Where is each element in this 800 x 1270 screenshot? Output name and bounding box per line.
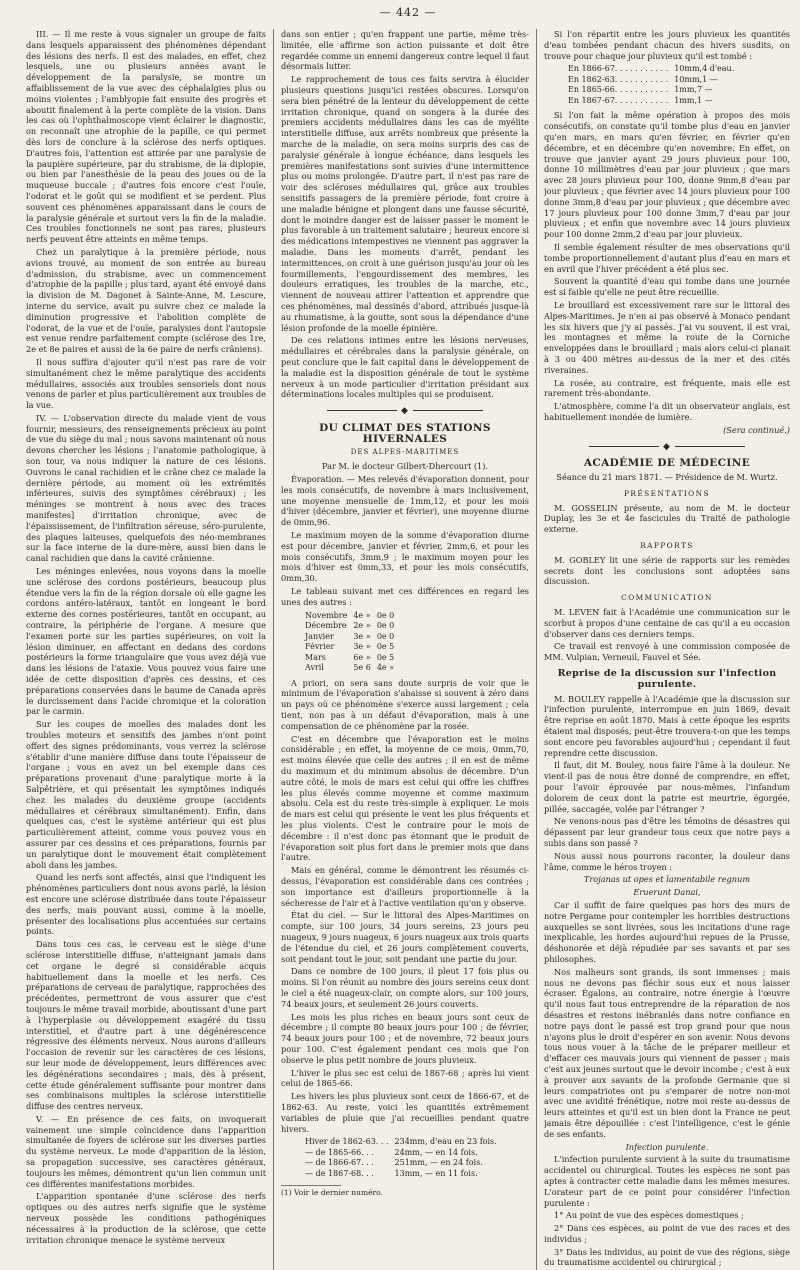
continued-note: (Sera continué.) (723, 424, 790, 435)
rain-per-day-table (568, 64, 740, 106)
paragraph: Ce travail est renvoyé à une commission composée de MM. Vulpian, Verneuil, Fauvel et Sée. (544, 641, 790, 663)
article-heading: DU CLIMAT DES STATIONS HIVERNALES (319, 421, 491, 445)
section-label-rapports: RAPPORTS (640, 541, 694, 551)
table-cell: Avril (305, 663, 324, 673)
table-cell: 234mm, d'eau en 23 fois. (394, 1137, 497, 1147)
paragraph: Les mois les plus riches en beaux jours sont ceux de décembre ; il compte 80 beaux jours pour 100 ; de février, 74 beaux jours pour 100 ; et de novembre, 72 beaux jours pour 100. C'est également pendant ces mois que l'on observe le plus petit nombre de jours pluvieux. (281, 1011, 529, 1065)
paragraph: Dans tous ces cas, le cerveau est le siège d'une sclérose interstitielle diffuse, n'atteignant jamais dans cet organe le degré si considérable acquis habituellement dans la moelle et les nerfs. Ces préparations de cerveau de paralytique, rapprochées des précédentes, permettront de vous assurer que c'est toujours le même travail morbide, aboutissant d'une part à l'hyperplasie ou développement exagéré du tissu interstitiel, et d'autre part à une dégénérescence régressive des éléments nerveux. Nous aurons d'ailleurs l'occasion de revenir sur les caractères de ces lésions, sur leur mode de développement, leurs différences avec les dégénérations secondaires ; mais, dès à présent, cette étude généralement suffisante pour montrer dans ses combinaisons multiples la sclérose interstitielle diffuse des centres nerveux. (26, 939, 266, 1112)
infection-heading: Infection purulente. (625, 1141, 709, 1152)
paragraph: A priori, on sera sans doute surpris de voir que le minimum de l'évaporation s'abaisse si souvent à zéro dans un pays où ce phénomène s'exerce aussi largement ; cela tient, non pas à un défaut d'évaporation, mais à une compensation de ce phénomène par la rosée. (281, 677, 529, 731)
rain-table (305, 1137, 503, 1179)
table-cell: 0e 0 (376, 621, 395, 631)
table-cell: — de 1866-67. . . (305, 1158, 374, 1168)
paragraph: M. GOBLEY lit une série de rapports sur les remèdes secrets dont les conclusions sont adoptées sans discussion. (544, 554, 790, 587)
paragraph: La rosée, au contraire, est fréquente, mais elle est rarement très-abondante. (544, 377, 790, 399)
table-cell: Hiver de 1862-63. . . (305, 1137, 389, 1147)
table-cell: 1mm,1 — (674, 95, 713, 105)
academy-heading: ACADÉMIE DE MÉDECINE (583, 457, 751, 470)
table-row (305, 1169, 503, 1180)
paragraph: De ces relations intimes entre les lésions nerveuses, médullaires et cérébrales dans la paralysie générale, on peut conclure que le fait capital dans le développement de la maladie est la disposition générale de tout le système nerveux à un mode particulier d'irritation présidant aux déterminations locales multiples qui se produisent. (281, 335, 529, 400)
session-line: Séance du 21 mars 1871. — Présidence de M. Wurtz. (556, 472, 778, 483)
table-cell: 1mm,7 — (674, 85, 713, 95)
paragraph: Sur les coupes de moelles des malades dont les troubles moteurs et sensitifs des jambes n'ont point offert des signes prédominants, vous verrez la sclérose s'établir d'une manière diffuse dans toute l'épaisseur de l'organe ; vous en avez un bel exemple dans ces préparations provenant d'une paralytique morte à la Salpêtrière, et qui présentait les symptômes indiqués chez les malades du deuxième groupe (accidents médullaires et cérébraux simultanément). Enfin, dans quelques cas, c'est le système antérieur qui est plus particulièrement atteint, comme vous pouvez vous en assurer par ces dessins et ces préparations, fournis par un paralytique dont le mouvement était complètement aboli dans les jambes. (26, 719, 266, 870)
table-cell: Février (305, 642, 335, 652)
paragraph: L'apparition spontanée d'une sclérose des nerfs optiques ou des autres nerfs signifie que le système nerveux possède les conditions pathogéniques nécessaires à la production de la sclérose, que cette irritation chronique menace le système nerveux (26, 1191, 266, 1245)
table-cell: Novembre (305, 610, 348, 620)
paragraph: III. — Il me reste à vous signaler un groupe de faits dans lesquels apparaissent des phénomènes dépendant des lésions des nerfs. Il est des malades, en effet, chez lesquels, une ou plusieurs années avant le développement de la paralysie, se montre un affaiblissement de la vue avec des céphalalgies plus ou moins violentes ; l'amblyopie fait ensuite des progrès et aboutit finalement à la perte complète de la vision. Dans les cas où l'ophthalmoscope vient éclairer le diagnostic, on reconnaît une atrophie de la papille, ce qui permet dès lors de conclure à la sclérose des nerfs optiques. D'autres fois, l'attention est attirée par une paralysie de la paupière supérieure, par du strabisme, de la diplopie, ou bien par l'anesthésie de la peau des joues ou de la muqueuse buccale ; d'autres fois encore c'est l'ouïe, l'odorat et le goût qui se modifient et se perdent. Plus souvent ces phénomènes apparaissant dans le cours de la paralysie générale et surtout vers la fin de la maladie. Ces troubles fonctionnels ne sont pas rares, plusieurs nerfs peuvent être atteints en même temps. (26, 29, 266, 245)
table-cell: Mars (305, 652, 326, 662)
paragraph: Il semble également résulter de mes observations qu'il tombe proportionnellement d'autant plus d'eau en mars et en avril que l'hiver précédent a été plus sec. (544, 241, 790, 274)
table-row (305, 653, 400, 664)
column-2 (281, 29, 529, 1270)
ornament-divider: ◆ (281, 406, 529, 417)
paragraph: C'est en décembre que l'évaporation est le moins considérable ; en effet, la moyenne de ce mois, 0mm,70, est moins élevée que celle des autres ; il en est de même du maximum et du minimum absolus de décembre. D'un autre côté, le mois de mars est celui qui offre les chiffres les plus élevés comme moyenne et comme maximum absolu. Cela est du reste très-simple à expliquer. Le mois de mars est celui qui présente le vent les plus fréquents et les plus violents. C'est le contraire pour le mois de décembre : il n'est donc pas étonnant que le produit de l'évaporation soit plus fort dans le premier mois que dans l'autre. (281, 733, 529, 863)
paragraph: IV. — L'observation directe du malade vient de vous fournir, messieurs, des renseignements précieux au point de vue du siège du mal ; nous savons maintenant où nous devons chercher les lésions ; l'anatomie pathologique, à son tour, va nous indiquer la nature de ces lésions. Ouvrons le canal rachidien et le crâne chez ce malade la dernière période, au moment où les extrémités inférieures, suivis des symptômes cérébraux) ; les méninges se montrent à nous avec des traces manifestes] d'irritation chronique, avec de l'épaississement, de l'infiltration séreuse, séro-purulente, des plaques laiteuses, quelquefois des néo-membranes sur la face interne de la dure-mère, aussi bien dans le canal rachidien que dans la cavité crânienne. (26, 412, 266, 564)
table-cell: 0e 5 (376, 642, 395, 652)
paragraph: Le tableau suivant met ces différences en regard les unes des autres : (281, 586, 529, 607)
section-label-presentations: PRÉSENTATIONS (624, 488, 710, 498)
page-number: — 442 — (379, 6, 437, 19)
column-rule (536, 29, 537, 1270)
poem-line: Eruerunt Danai, (633, 887, 701, 898)
paragraph: Il faut, dit M. Bouley, nous faire l'âme à la douleur. Ne vient-il pas de nous être donné de comprendre, en effet, pour l'avoir éprouvée par nous-mêmes, l'infandum dolorem de ceux dont la patrie est meurtrie, égorgée, pillée, saccagée, volée par l'étranger ? (544, 760, 790, 814)
paragraph: Si l'on fait la même opération à propos des mois consécutifs, on constate qu'il tombe plus d'eau en janvier qu'en mars, en mars qu'en février, en février qu'en décembre, et en décembre qu'en novembre. En effet, on trouve que janvier ayant 29 jours pluvieux pour 100, donne 10 millimètres d'eau par jour pluvieux ; que mars avec 28 jours pluvieux pour 100, donne 9mm,8 d'eau par jour pluvieux ; que février avec 14 jours pluvieux pour 100 donne 3mm,8 d'eau par jour pluvieux ; que décembre avec 17 jours pluvieux pour 100 donne 3mm,7 d'eau par jour pluvieux ; et enfin que novembre avec 14 jours pluvieux pour 100 donne 2mm,2 d'eau par jour pluvieux. (544, 110, 790, 240)
table-cell: 3e » (353, 642, 371, 652)
footnote: (1) Voir le dernier numéro. (281, 1188, 383, 1198)
discussion-heading: Reprise de la discussion sur l'infection purulente. (557, 668, 777, 690)
table-row (305, 621, 400, 632)
poem-line: Trojanas ut opes et lamentabile regnum (583, 874, 751, 885)
table-row (305, 663, 400, 674)
paragraph: État du ciel. — Sur le littoral des Alpes-Maritimes on compte, sur 100 jours, 34 jours sereins, 23 jours peu nuageux, 9 jours nuageux, 6 jours nuageux aux trois quarts de l'étendue du ciel, et 26 jours complètement couverts, soit pendant tout le jour, soit pendant une partie du jour. (281, 910, 529, 964)
paragraph: Dans ce nombre de 100 jours, il pleut 17 fois plus ou moins. Si l'on réunit au nombre des jours sereins ceux dont le ciel a été nuageux-clair, on compte alors, sur 100 jours, 74 beaux jours, et seulement 26 jours couverts. (281, 966, 529, 1009)
table-cell: — de 1867-68. . . (305, 1168, 374, 1178)
paragraph: Si l'on répartit entre les jours pluvieux les quantités d'eau tombées pendant chacun des hivers susdits, on trouve pour chaque jour pluvieux qu'il est tombé : (544, 29, 790, 61)
table-cell: 0e 0 (376, 631, 395, 641)
table-cell: 13mm, — en 11 fois. (394, 1168, 478, 1178)
table-cell: — de 1865-66. . . (305, 1147, 374, 1157)
paragraph: M. GOSSELIN présente, au nom de M. le docteur Duplay, les 3e et 4e fascicules du Traité de pathologie externe. (544, 502, 790, 535)
paragraph: M. LEVEN fait à l'Académie une communication sur le scorbut à propos d'une centaine de cas qu'il a eu occasion d'observer dans ces derniers temps. (544, 607, 790, 639)
paragraph: Car il suffit de faire quelques pas hors des murs de notre Pergame pour contempler les horribles destructions auxquelles se sont livrées, sous les incitations d'une rage inexplicable, les hordes aujourd'hui repues de la Prusse, déshonorée et déjà répudiée par ses savants et par ses philosophes. (544, 899, 790, 964)
table-row (305, 1148, 503, 1159)
table-cell: 251mm, — en 24 fois. (394, 1158, 483, 1168)
table-cell: 2e » (353, 621, 371, 631)
table-row (305, 632, 400, 643)
table-cell: 0e 5 (376, 652, 395, 662)
paragraph: 3° Dans les individus, au point de vue des régions, siège du traumatisme accidentel ou chirurgical ; (544, 1246, 790, 1268)
paragraph: Il nous suffira d'ajouter qu'il n'est pas rare de voir simultanément chez le même paralytique des accidents médullaires, associés aux troubles sensoriels dont nous venons de parler et plus particulièrement aux troubles de la vue. (26, 356, 266, 411)
ornament-divider: ◆ (544, 442, 790, 453)
paragraph: Les méninges enlevées, nous voyons dans la moelle une sclérose des cordons postérieurs, beaucoup plus étendue vers la fin de la région dorsale où elle gagne les cordons antéro-latéraux, tantôt en longeant le bord externe des cornes postérieures, tantôt en occupant, au contraire, la périphérie de l'organe. A mesure que l'examen porte sur les parties supérieures, on voit la lésion diminuer, en affectant en dedans des cordons postérieurs la forme triangulaire que vous avez déjà vue dans les lésions de l'ataxie. Vous pouvez vous faire une idée de cette disposition d'après ces dessins, et ces préparations conservées dans le baume de Canada après le durcissement dans l'acide chromique et la coloration par le carmin. (26, 566, 266, 717)
paragraph: dans son entier ; qu'en frappant une partie, même très-limitée, elle affirme son action puissante et doit être regardée comme un ennemi dangereux contre lequel il faut désormais lutter. (281, 29, 529, 72)
paragraph: 1° Au point de vue des espèces domestiques ; (554, 1210, 744, 1221)
column-rule (273, 29, 274, 1270)
paragraph: Le maximum moyen de la somme d'évaporation diurne est pour décembre, janvier et février, 2mm,6, et pour les mois consécutifs, 3mm,9 ; le maximum moyen pour les mois d'hiver est 0mm,33, et pour les mois consécutifs, 0mm,30. (281, 530, 529, 584)
paragraph: Souvent la quantité d'eau qui tombe dans une journée est si faible qu'elle ne peut être recueillie. (544, 276, 790, 298)
paragraph: L'hiver le plus sec est celui de 1867-68 ; après lui vient celui de 1865-66. (281, 1067, 529, 1089)
paragraph: M. BOULEY rappelle à l'Académie que la discussion sur l'infection purulente, interrompue en juin 1869, devait être reprise en août 1870. Mais à cette époque les esprits étaient mal disposés, peut-être trouvera-t-on que les temps sont encore peu favorables aujourd'hui ; cependant il faut reprendre cette discussion. (544, 693, 790, 758)
table-cell: 0e 0 (376, 610, 395, 620)
table-cell: 5e 6 (353, 663, 371, 673)
table-cell: En 1866-67. . . . . . . . . . . (568, 64, 669, 74)
paragraph: Quand les nerfs sont affectés, ainsi que l'indiquent les phénomènes particuliers dont nous avons parlé, la lésion est encore une sclérose distribuée dans toute l'épaisseur des nerfs, mais pouvant aussi, comme à la moelle, présenter des localisations plus accentuées sur certains points. (26, 872, 266, 937)
evaporation-table (305, 611, 400, 674)
table-cell: 6e » (353, 652, 371, 662)
paragraph: Mais en général, comme le démontrent les résumés ci-dessus, l'évaporation est considérable dans ces contrées ; son importance est d'ailleurs proportionnelle à la sécheresse de l'air et à l'active ventilation qu'on y observe. (281, 865, 529, 908)
table-row (305, 611, 400, 622)
article-subheading: DES ALPES-MARITIMES (350, 448, 460, 457)
table-cell: 4e » (353, 610, 371, 620)
paragraph: Ne venons-nous pas d'être les témoins de désastres qui dépassent par leur grandeur tous ceux que notre pays a subis dans son passé ? (544, 816, 790, 848)
paragraph: Les hivers les plus pluvieux sont ceux de 1866-67, et de 1862-63. Au reste, voici les quantités extrêmement variables de pluie que j'ai recueillies pendant quatre hivers. (281, 1091, 529, 1134)
paragraph: Nous aussi nous pourrons raconter, la douleur dans l'âme, comme le héros troyen : (544, 850, 790, 872)
table-row (305, 1137, 503, 1148)
paragraph: Nos malheurs sont grands, ils sont immenses ; mais nous ne devons pas fléchir sous eux et nous laisser écraser. Égalons, au contraire, notre énergie à l'œuvre qu'il nous faut tous entreprendre de la réparation de nos désastres et restons inébranlés dans notre confiance en notre pays dont le passé est trop grand pour que nous n'ayons plus le droit d'espérer en son avenir. Nous devons tous nous vouer à la tâche de le préparer meilleur et d'effacer ces mauvais jours qui viennent de passer ; mais c'est aux jeunes surtout que le devoir incombe ; c'est à eux à prouver aux savants de la profonde Germanie que si leurs compatriotes ont pu s'emparer de notre non-moi avec une avidité frénétique, notre moi reste au-dessus de leurs atteintes et qu'il est un bien dont la France ne peut jamais être dépouillée : c'est l'intelligence, c'est le génie de ses enfants. (544, 966, 790, 1139)
table-cell: 4e » (376, 663, 395, 673)
table-cell: 10mm,1 — (674, 74, 718, 84)
paragraph: V. — En présence de ces faits, on invoquerait vainement une simple coïncidence dans l'apparition simultanée de foyers de sclérose sur les diverses parties du système nerveux. Le mode d'apparition de la lésion, sa propagation successive, ses caractères généraux, toujours les mêmes, démontrent qu'un lien commun unit ces différentes manifestations morbides. (26, 1113, 266, 1189)
table-row (305, 642, 400, 653)
paragraph: Le brouillard est excessivement rare sur le littoral des Alpes-Maritimes. Je n'en ai pas observé à Monaco pendant les six hivers que j'y ai passés. J'ai vu souvent, il est vrai, les montagnes et même la route de la Corniche enveloppées dans le brouillard ; mais alors celui-ci planait à 3 ou 400 mètres au-dessus de la mer et des cités riveraines. (544, 299, 790, 375)
table-cell: En 1865-66. . . . . . . . . . . (568, 85, 669, 95)
paragraph: L'atmosphère, comme l'a dit un observateur anglais, est habituellement inondée de lumière. (544, 401, 790, 422)
paragraph: 2° Dans ces espèces, au point de vue des races et des individus ; (544, 1223, 790, 1244)
table-cell: En 1862-63. . . . . . . . . . . (568, 74, 669, 84)
table-row (568, 64, 740, 75)
paragraph: Évaporation. — Mes relevés d'évaporation donnent, pour les mois consécutifs, de novembre à mars inclusivement, une moyenne mensuelle de 1mm,12, et pour les mois d'hiver (décembre, janvier et février), une moyenne diurne de 0mm,96. (281, 474, 529, 528)
section-label-communication: COMMUNICATION (621, 593, 713, 603)
column-3 (544, 29, 790, 1270)
table-cell: Décembre (305, 621, 347, 631)
article-byline: Par M. le docteur Gilbert-Dhercourt (1). (321, 461, 489, 472)
paragraph: Chez un paralytique à la première période, nous avions trouvé, au moment de son entrée au bureau d'admission, du strabisme, avec un commencement d'atrophie de la papille ; plus tard, ayant été envoyé dans la division de M. Dagonet à Sainte-Anne, M. Lescure, interne du service, avait pu suivre chez ce malade la diminution progressive et l'abolition complète de l'odorat, de la vue et de l'ouïe, paralysies dont l'autopsie est venue rendre parfaitement compte (sclérose des 1re, 2e et 8e paires et aussi de la 6e paire de nerfs crâniens). (26, 246, 266, 355)
columns (26, 29, 790, 1270)
column-1 (26, 29, 266, 1270)
table-cell: En 1867-67. . . . . . . . . . . (568, 95, 669, 105)
table-cell: 24mm, — en 14 fois. (394, 1147, 478, 1157)
table-row (568, 75, 740, 86)
table-row (568, 96, 740, 107)
table-cell: 3e » (353, 631, 371, 641)
table-row (568, 85, 740, 96)
table-cell: 10mm,4 d'eau. (674, 64, 735, 74)
table-row (305, 1158, 503, 1169)
paragraph: L'infection purulente survient à la suite du traumatisme accidentel ou chirurgical. Toutes les espèces ne sont pas aptes à contracter cette maladie dans les mêmes mesures. L'orateur part de ce point pour considérer l'infection purulente : (544, 1154, 790, 1208)
table-cell: Janvier (305, 631, 334, 641)
paragraph: Le rapprochement de tous ces faits servira à élucider plusieurs questions jusqu'ici restées obscures. Lorsqu'on sera bien pénétré de la lenteur du développement de cette irritation chronique, quand on songera à la durée des premiers accidents médullaires dans les cas de myélite interstitielle diffuse, aux arrêts nombreux que présente la marche de la maladie, on sera moins surpris des cas de paralysie générale à longue échéance, dans lesquels les premières manifestations sont suivies d'une intermittence plus ou moins prolongée. D'autre part, il n'est pas rare de voir des scléroses médullaires qui, grâce aux troubles sensitifs passagers de la première période, font croire à une maladie bénigne et plongent dans une fausse sécurité, dont le moindre danger est de laisser passer le moment le plus favorable à un traitement salutaire ; heureux encore si des médications intempestives ne viennent pas aggraver la maladie. Dans les moments d'arrêt, pendant les intermittences, on croit à une guérison jusqu'au jour où les fourmillements, l'engourdissement des membres, les douleurs erratiques, les troubles de la marche, etc., viennent de nouveau attirer l'attention et apprendre que ces phénomènes, mal dessinés d'abord, attribués jusque-là au rhumatisme, à la goutte, sont sous la dépendance d'une lésion profonde de la moelle épinière. (281, 74, 529, 333)
